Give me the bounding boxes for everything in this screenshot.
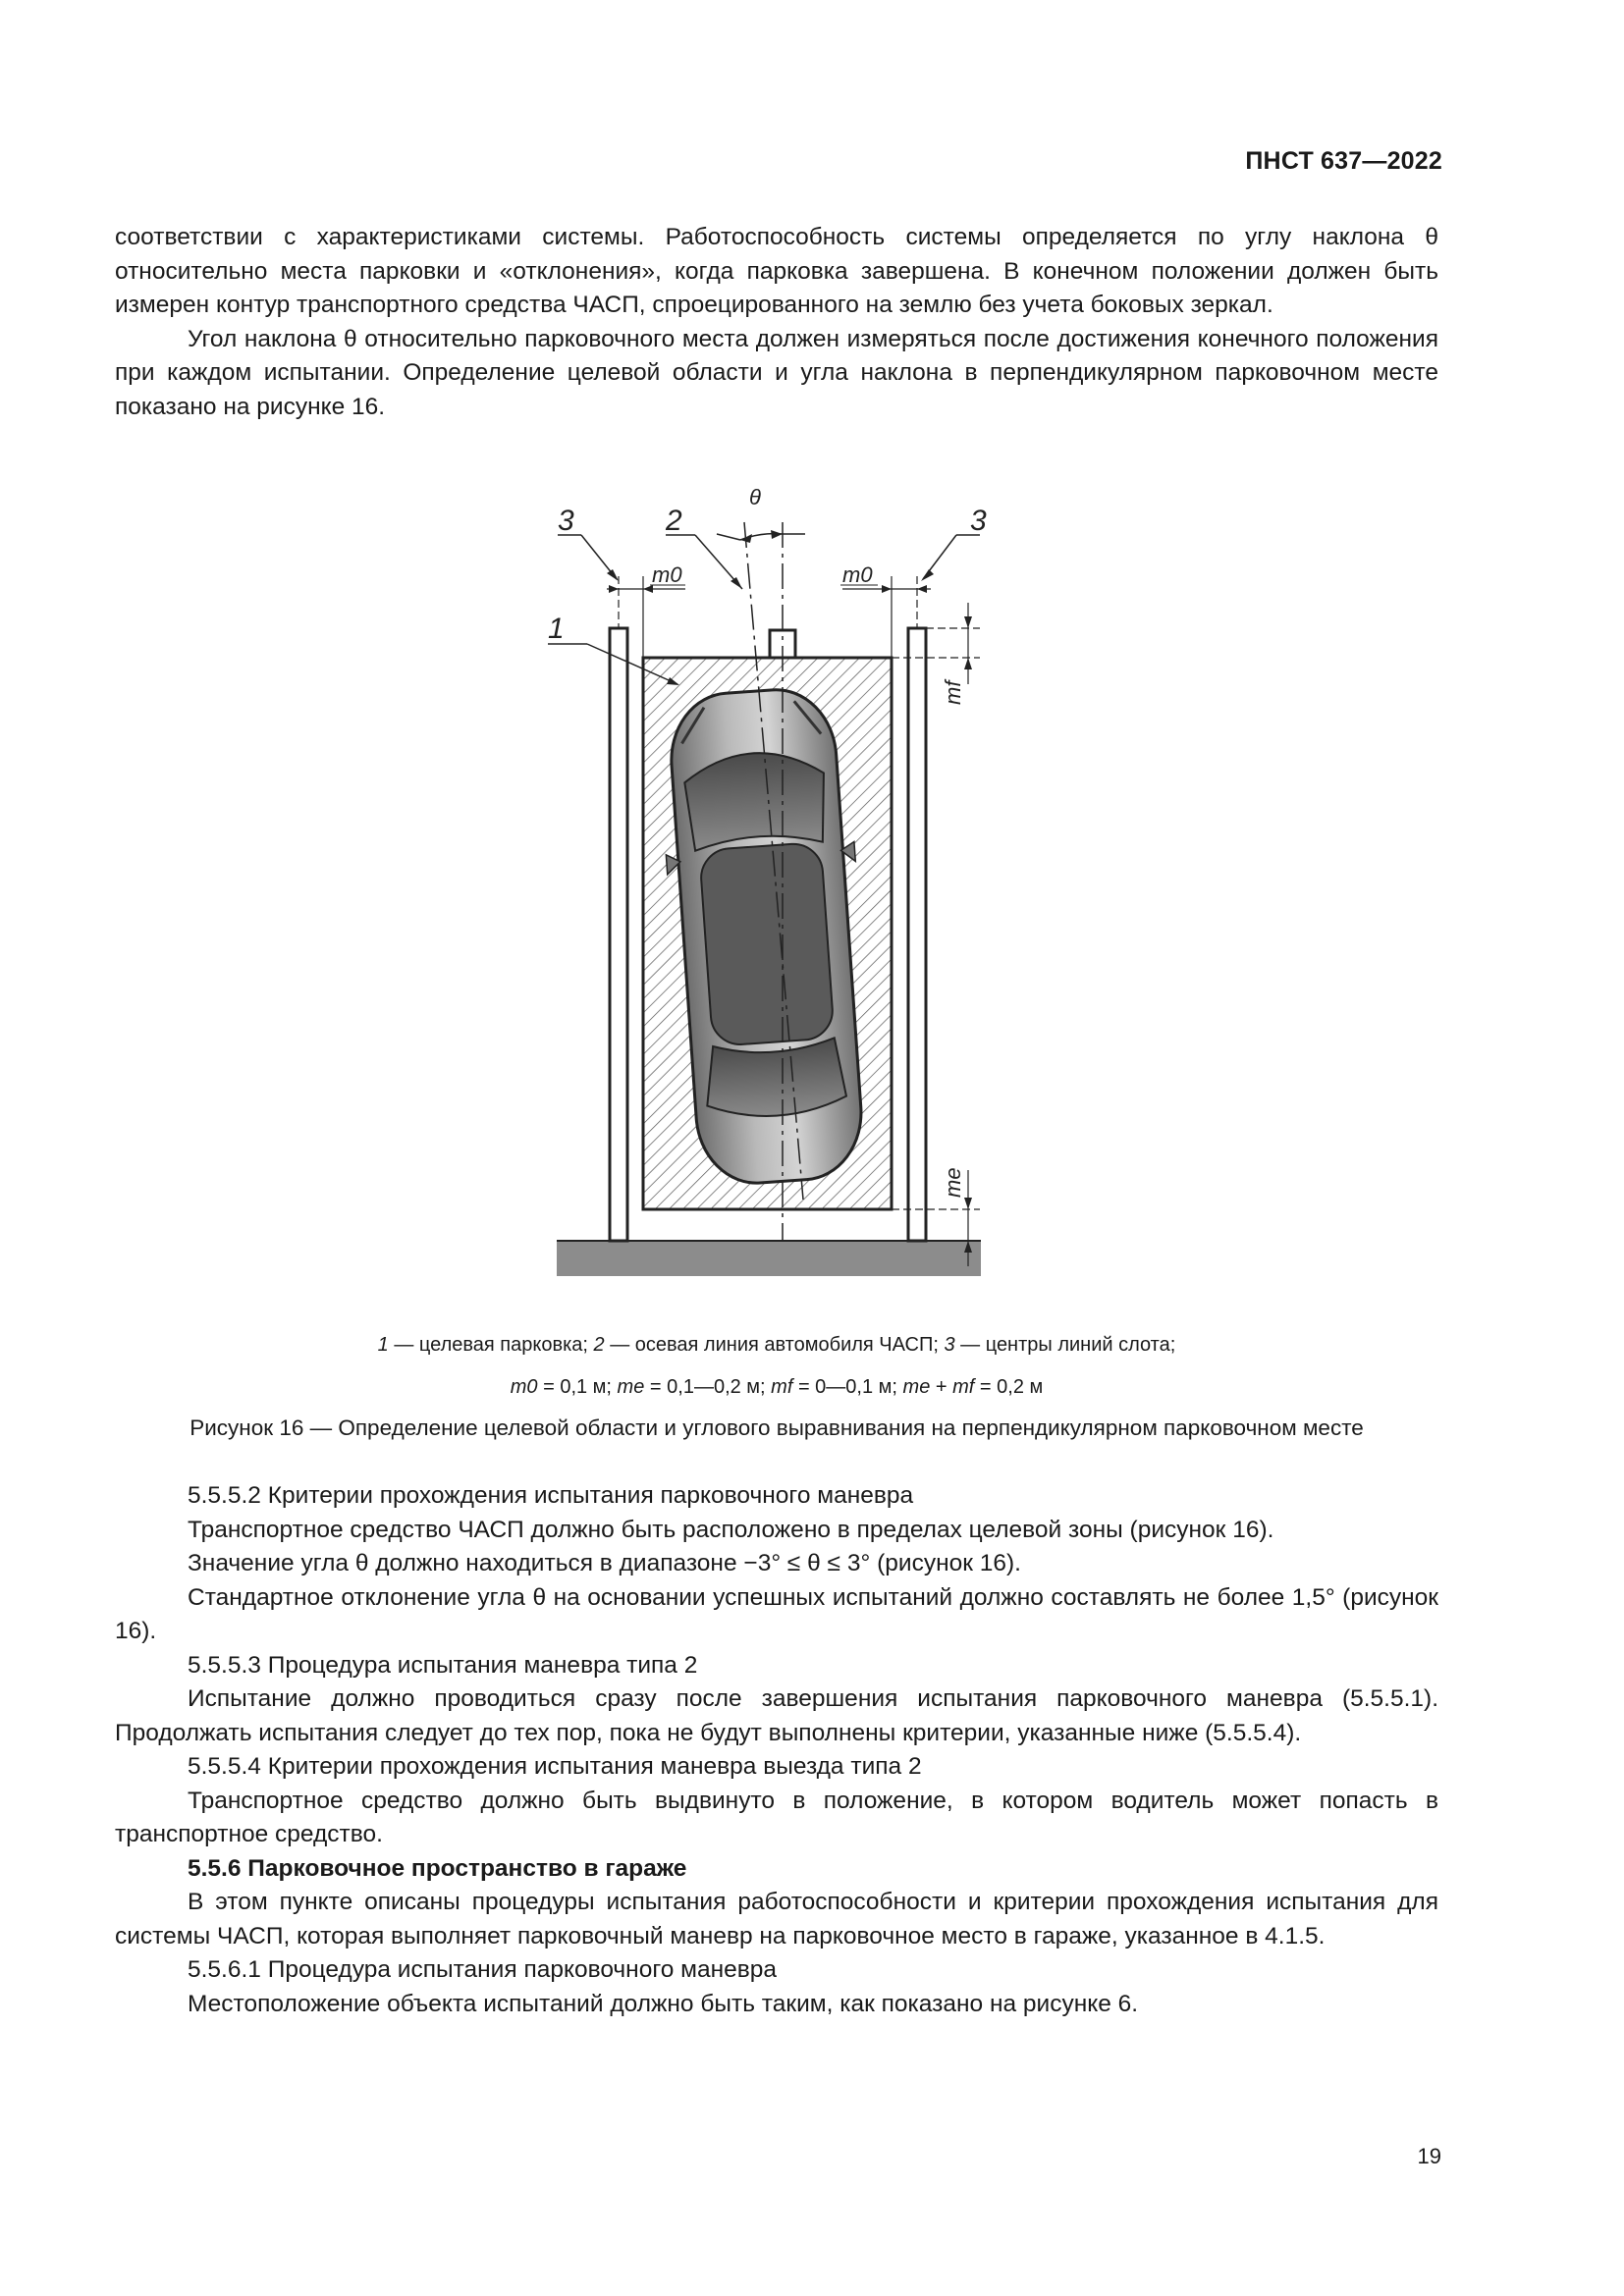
intro-text <box>115 221 1438 424</box>
clause-heading: 5.5.6.1 Процедура испытания парковочного маневра <box>188 1956 778 1983</box>
paragraph: Значение угла θ должно находиться в диапазоне −3° ≤ θ ≤ 3° (рисунок 16). <box>188 1550 1021 1576</box>
clause-heading: 5.5.5.2 Критерии прохождения испытания парковочного маневра <box>188 1482 914 1509</box>
figure-legend: 1 — целевая парковка; 2 — осевая линия автомобиля ЧАСП; 3 — центры линий слота; <box>377 1334 1176 1356</box>
paragraph: Местоположение объекта испытаний должно быть таким, как показано на рисунке 6. <box>188 1990 1139 2017</box>
paragraph: Транспортное средство ЧАСП должно быть расположено в пределах целевой зоны (рисунок 16). <box>188 1516 1274 1543</box>
ground <box>557 1241 981 1276</box>
m0-right-label: m0 <box>842 562 873 587</box>
theta-label: θ <box>749 485 761 509</box>
callout-3-right: 3 <box>970 505 987 537</box>
paragraph: соответствии с характеристиками системы. Работоспособность системы определяется по углу наклона θ относительно места парковки и «отклонения», когда парковка завершена. В конечном положении должен быть измерен контур транспортного средства ЧАСП, спроецированного на землю без учета боковых зеркал. <box>115 224 1438 318</box>
mf-label: mf <box>941 680 965 705</box>
section-text <box>115 1479 1438 2021</box>
figure-16-diagram <box>548 483 990 1276</box>
slot-line-right <box>908 628 926 1241</box>
paragraph: Испытание должно проводиться сразу после завершения испытания парковочного маневра (5.5.5.1). Продолжать испытания следует до тех пор, пока не будут выполнены критерии, указанные ниже (5.5.5.4). <box>115 1685 1438 1746</box>
callout-1: 1 <box>548 613 565 645</box>
page-number: 19 <box>1417 2144 1441 2168</box>
paragraph: В этом пункте описаны процедуры испытания работоспособности и критерии прохождения испытания для системы ЧАСП, которая выполняет парковочный маневр на парковочное место в гараже, указанное в 4.1.5. <box>115 1889 1438 1949</box>
clause-heading: 5.5.5.3 Процедура испытания маневра типа 2 <box>188 1651 698 1679</box>
callout-3-left: 3 <box>558 505 574 537</box>
paragraph: Транспортное средство должно быть выдвинуто в положение, в котором водитель может попасть в транспортное средство. <box>115 1787 1438 1847</box>
figure-caption: Рисунок 16 — Определение целевой области и углового выравнивания на перпендикулярном парковочном месте <box>189 1415 1364 1440</box>
me-label: me <box>941 1167 965 1198</box>
clause-heading: 5.5.5.4 Критерии прохождения испытания маневра выезда типа 2 <box>188 1753 922 1780</box>
section-heading: 5.5.6 Парковочное пространство в гараже <box>188 1854 687 1882</box>
paragraph: Угол наклона θ относительно парковочного места должен измеряться после достижения конечного положения при каждом испытании. Определение целевой области и угла наклона в перпендикулярном парковочном месте показано на рисунке 16. <box>115 325 1438 420</box>
figure-legend-values: m0 = 0,1 м; me = 0,1—0,2 м; mf = 0—0,1 м; me + mf = 0,2 м <box>510 1376 1044 1398</box>
slot-line-left <box>610 628 627 1241</box>
m0-left-label: m0 <box>652 562 682 587</box>
paragraph: Стандартное отклонение угла θ на основании успешных испытаний должно составлять не более 1,5° (рисунок 16). <box>115 1583 1438 1644</box>
callout-2: 2 <box>666 505 682 537</box>
document-number: ПНСТ 637—2022 <box>1245 147 1442 175</box>
